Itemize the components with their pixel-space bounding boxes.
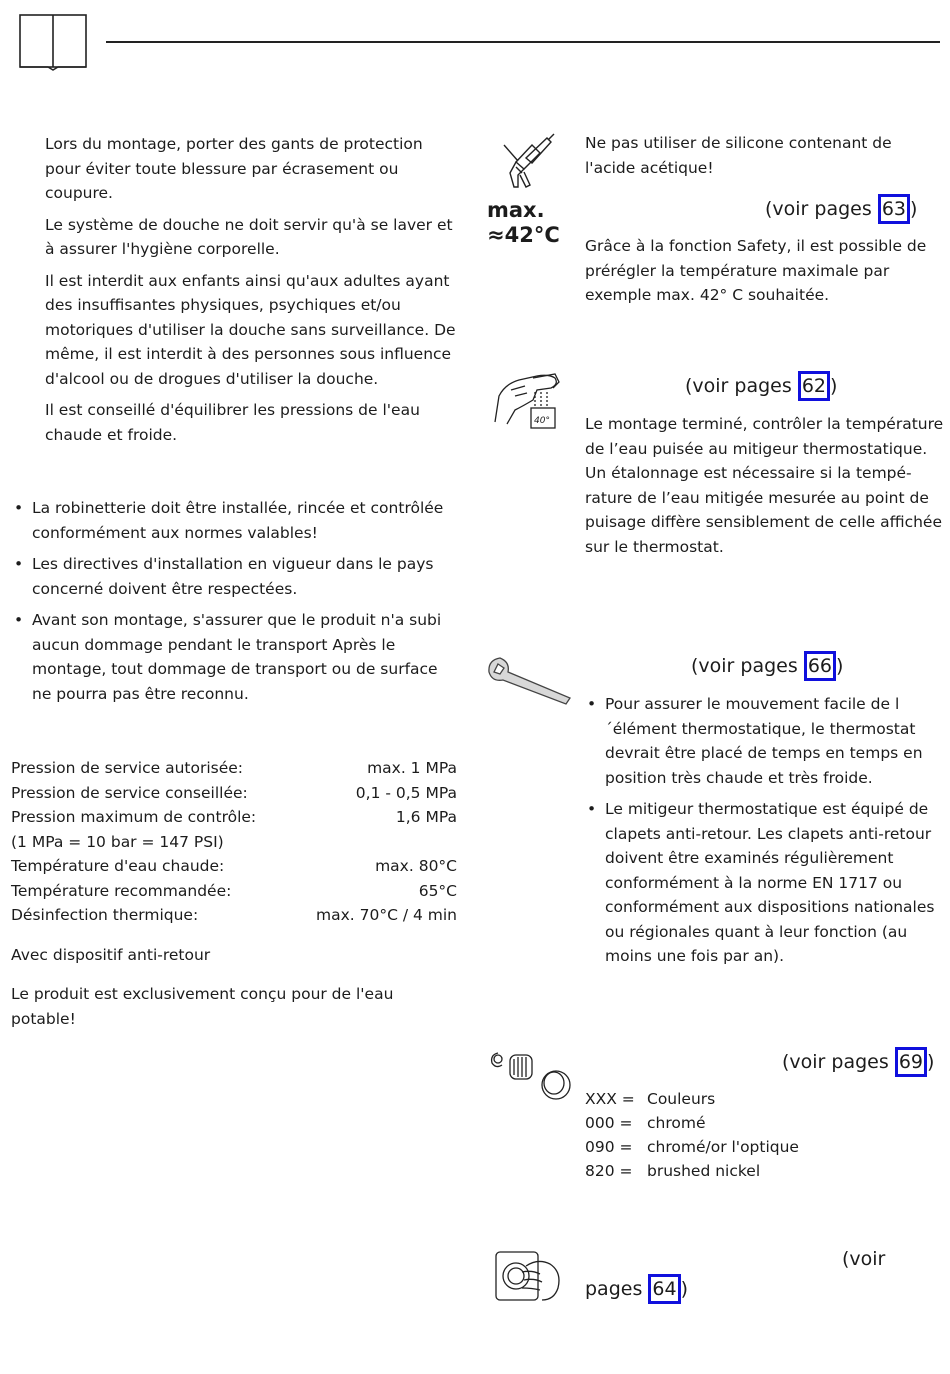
tech-value: 0,1 - 0,5 MPa	[355, 783, 457, 802]
tech-value: max. 1 MPa	[367, 759, 457, 777]
list-item	[585, 1087, 885, 1111]
color-code: 820 =	[585, 1162, 633, 1180]
anti-return-note: Avec dispositif anti-retour	[11, 946, 211, 964]
table-row	[11, 830, 457, 855]
tech-value: 1,6 MPa	[395, 808, 457, 826]
intro-paragraph: Il est interdit aux enfants ainsi qu'aux adultes ayant des insuffisantes physiques, psychiques et/ou motoriques d'utiliser la douche sans surveillance. De même, il est interdit à des personnes sous influence d'alcool ou de drogues d'utiliser la douche.	[45, 271, 456, 388]
list-item: • Le mitigeur thermostatique est équipé de clapets anti-retour. Les clapets anti-retour doivent être examinés régulièrement conformément à la norme EN 1717 ou conformément aux dispositions nationales ou régionales quant à leur fonction (au moins une fois par an).	[585, 797, 940, 969]
header-rule	[106, 41, 940, 43]
maintenance-notes	[585, 692, 940, 976]
tech-label: Température d'eau chaude:	[11, 857, 225, 875]
tech-value: max. 70°C / 4 min	[315, 906, 457, 924]
technical-data-table	[11, 756, 457, 928]
max-temp-value: ≈42°C	[487, 223, 560, 247]
tech-label: Désinfection thermique:	[11, 906, 199, 924]
page-link-64[interactable]: 64	[648, 1274, 680, 1304]
page-link-62[interactable]: 62	[798, 371, 830, 401]
table-row	[11, 805, 457, 830]
intro-paragraph: Il est conseillé d'équilibrer les pressions de l'eau chaude et froide.	[45, 401, 420, 444]
list-item	[585, 1111, 885, 1135]
page-link-63[interactable]: 63	[878, 194, 910, 224]
silicone-warning: Ne pas utiliser de silicone contenant de l'acide acétique!	[585, 134, 892, 177]
list-item	[585, 1159, 885, 1183]
table-row	[11, 756, 457, 781]
tech-label: Pression maximum de contrôle:	[11, 808, 257, 826]
list-item: • Les directives d'installation en vigueur dans le pays concerné doivent être respectées.	[12, 552, 452, 601]
color-name: Couleurs	[647, 1090, 716, 1108]
table-row	[11, 781, 457, 806]
tech-value: 65°C	[418, 881, 457, 900]
table-row	[11, 854, 457, 879]
page-link-69[interactable]: 69	[895, 1047, 927, 1077]
tech-label: Pression de service conseillée:	[11, 783, 248, 802]
hand-thermometer-icon	[493, 366, 563, 432]
intro-paragraph: Lors du montage, porter des gants de protection pour éviter toute blessure par écrasement ou coupure.	[45, 135, 423, 202]
page-link-66[interactable]: 66	[804, 651, 836, 681]
color-code: XXX =	[585, 1090, 635, 1108]
list-item: • La robinetterie doit être installée, rincée et contrôlée conformément aux normes valables!	[12, 496, 452, 545]
maintenance-page-reference: (voir pages 66 )	[691, 651, 843, 681]
hand-turning-knob-icon	[492, 1244, 564, 1302]
color-code: 000 =	[585, 1114, 633, 1132]
spare-parts-icon	[488, 1045, 574, 1101]
color-name: chromé/or l'optique	[647, 1138, 799, 1156]
calibration-page-reference: (voir pages 62 )	[685, 371, 837, 401]
table-row	[11, 903, 457, 928]
tech-label: (1 MPa = 10 bar = 147 PSI)	[11, 832, 224, 851]
safety-intro	[45, 132, 463, 454]
safety-description: Grâce à la fonction Safety, il est possible de prérégler la température maximale par exemple max. 42° C souhaitée.	[585, 237, 927, 304]
max-temp-symbol	[487, 198, 572, 248]
tech-label: Température recommandée:	[11, 881, 232, 900]
handle-page-reference: pages 64 )	[585, 1274, 688, 1304]
color-code: 090 =	[585, 1138, 633, 1156]
calibration-description: Le montage terminé, contrôler la température de l’eau puisée au mitigeur thermostatique. Un étalonnage est nécessaire si la tempé-rature de l’eau mitigée mesurée au point de puisage diffère sensiblement de celle affichée sur le thermostat.	[585, 415, 944, 556]
max-temp-label: max.	[487, 198, 545, 222]
list-item	[585, 1135, 885, 1159]
thermometer-reading: 40°	[534, 416, 550, 426]
intro-paragraph: Le système de douche ne doit servir qu'à se laver et à assurer l'hygiène corporelle.	[45, 215, 453, 258]
potable-water-note: Le produit est exclusivement conçu pour de l'eau potable!	[11, 985, 394, 1028]
silicone-gun-icon	[496, 131, 558, 191]
safety-page-reference: (voir pages 63 )	[765, 194, 917, 224]
list-item: • Avant son montage, s'assurer que le produit n'a subi aucun dommage pendant le transport Après le montage, tout dommage de transport ou de surface ne pourra pas être reconnu.	[12, 608, 452, 706]
table-row	[11, 879, 457, 904]
tech-value: max. 80°C	[375, 857, 457, 875]
color-name: brushed nickel	[647, 1162, 761, 1180]
color-codes-list	[585, 1087, 885, 1183]
spare-parts-page-reference: (voir pages 69 )	[782, 1047, 934, 1077]
wrench-icon	[486, 654, 572, 706]
installation-notes	[12, 496, 452, 713]
color-name: chromé	[647, 1114, 706, 1132]
tech-label: Pression de service autorisée:	[11, 759, 244, 777]
list-item: • Pour assurer le mouvement facile de l´élément thermostatique, le thermostat devrait être placé de temps en temps en position très chaude et très froide.	[585, 692, 940, 790]
manual-book-icon	[18, 13, 88, 71]
handle-page-reference-word: (voir	[842, 1248, 886, 1270]
